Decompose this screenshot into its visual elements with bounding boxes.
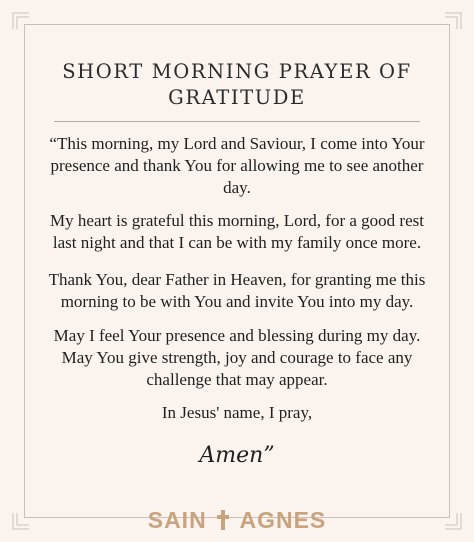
prayer-title-line-1: SHORT MORNING PRAYER OF: [62, 60, 412, 83]
cross-icon: [216, 509, 230, 531]
amen-signature: Amen”: [199, 443, 275, 468]
logo-text-part-2: AGNES: [239, 506, 327, 533]
prayer-paragraph-3: Thank You, dear Father in Heaven, for granting me this morning to be with You and invite You into my day.: [48, 270, 426, 311]
title-divider: [54, 121, 420, 122]
frame-top-line: [24, 24, 450, 25]
corner-ornament-top-right: [444, 12, 462, 30]
prayer-title: [0, 59, 474, 111]
prayer-paragraph-2: My heart is grateful this morning, Lord, for a good rest last night and that I can be with my family once more.: [50, 211, 424, 252]
prayer-closing-line: In Jesus' name, I pray,: [161, 403, 313, 422]
prayer-paragraph-1: “This morning, my Lord and Saviour, I come into Your presence and thank You for allowing me to see another day.: [49, 134, 425, 197]
saint-agnes-logo: [0, 505, 474, 533]
prayer-paragraph-4: May I feel Your presence and blessing during my day. May You give strength, joy and courage to face any challenge that may appear.: [53, 326, 421, 389]
logo-text-part-1: SAIN: [147, 506, 207, 533]
corner-ornament-top-left: [12, 12, 30, 30]
prayer-title-line-2: GRATITUDE: [168, 86, 306, 109]
